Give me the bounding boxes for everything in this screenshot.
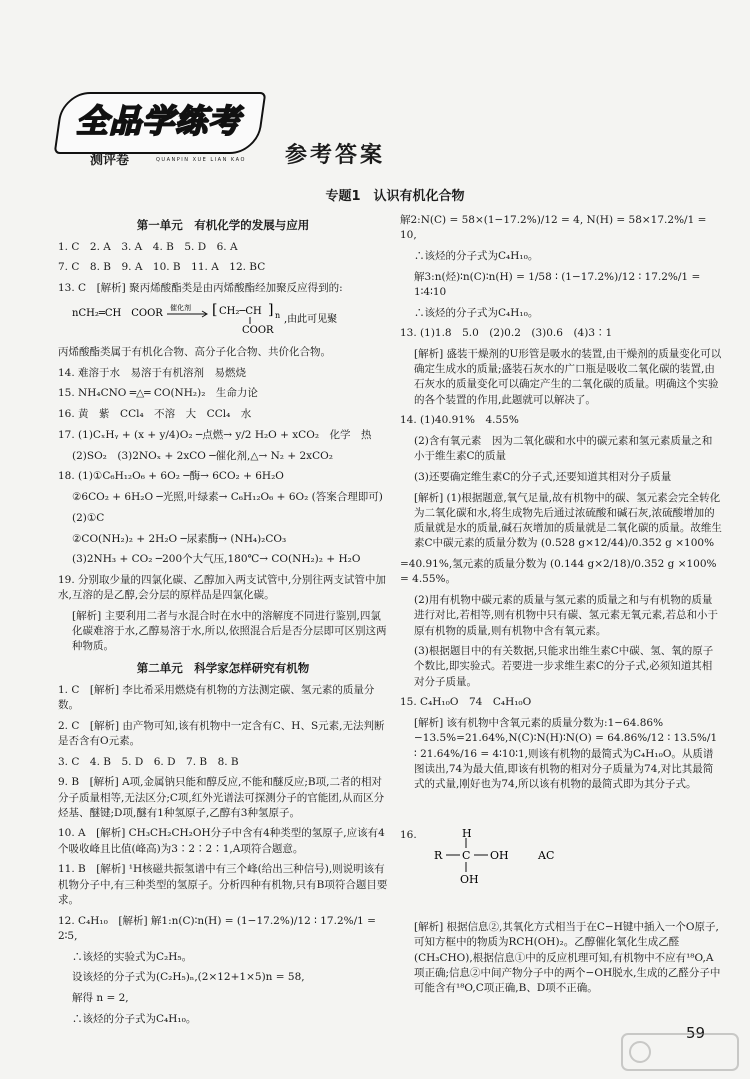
answer-line: 19. 分别取少量的四氯化碳、乙醇加入两支试管中,分别往两支试管中加水,互溶的是乙醇,会分层的原样品是四氯化碳。 <box>58 573 386 602</box>
answer-line: [解析] (1)根据题意,氧气足量,故有机物中的碳、氢元素会完全转化为二氧化碳和水,将生成物先后通过浓硫酸和碱石灰,浓硫酸增加的质量就是水的质量,碱石灰增加的质量就是二氧化碳的质量。故维生素C中碳元素的质量分数为 (0.528 g×12/44)/0.352 g ×100% <box>414 491 722 550</box>
answer-line: 16. 黄 紫 CCl₄ 不溶 大 CCl₄ 水 <box>58 408 252 421</box>
brand-logo <box>58 92 273 170</box>
answer-line: 7. C 8. B 9. A 10. B 11. A 12. BC <box>58 261 266 274</box>
struct-oh-bottom: OH <box>460 873 479 885</box>
q16-structure <box>426 828 596 884</box>
answer-line: ∴该烃的实验式为C₂H₅。 <box>72 950 193 963</box>
q16-answer: AC <box>538 849 555 863</box>
answer-line: 12. C₄H₁₀ [解析] 解1:n(C)∶n(H) = (1−17.2%)/12 ∶ 17.2%/1 = 2∶5, <box>58 914 380 942</box>
answer-line: 解得 n = 2, <box>72 991 129 1004</box>
answer-line: 3. C 4. B 5. D 6. D 7. B 8. B <box>58 755 239 768</box>
answer-line: [解析] 盛装干燥剂的U形管是吸水的装置,由干燥剂的质量变化可以确定生成水的质量;盛装石灰水的广口瓶是吸收二氧化碳的装置,由石灰水的质量变化可以确定产生的二氧化碳的质量。明确这个实验的各个装置的作用,此题就可以解决了。 <box>414 348 722 406</box>
answer-line: [解析] 主要利用二者与水混合时在水中的溶解度不同进行鉴别,四氯化碳难溶于水,乙醇易溶于水,所以,依照混合后是否分层即可区别这两种物质。 <box>72 609 387 653</box>
answer-line: 2. C [解析] 由产物可知,该有机物中一定含有C、H、S元素,无法判断是否含有O元素。 <box>58 719 385 747</box>
equation-suffix: ,由此可见聚 <box>284 313 338 325</box>
struct-oh: OH <box>490 849 509 863</box>
answer-line: ∴该烃的分子式为C₄H₁₀。 <box>72 1012 197 1025</box>
answer-line: (2)①C <box>72 511 105 524</box>
reactant-text: nCH₂═CH COOR <box>72 307 163 319</box>
answer-line: 15. NH₄CNO ═△═ CO(NH₂)₂ 生命力论 <box>58 387 258 400</box>
answer-line: (3)2NH₃ + CO₂ ─200个大气压,180℃→ CO(NH₂)₂ + H₂O <box>72 553 361 566</box>
answer-line: 解2:N(C) = 58×(1−17.2%)/12 = 4, N(H) = 58×17.2%/1 = 10, <box>400 214 710 242</box>
catalyst-label: 催化剂 <box>170 303 191 312</box>
answer-line: 1. C [解析] 李比希采用燃烧有机物的方法测定碳、氢元素的质量分数。 <box>58 683 375 711</box>
q16-number: 16. <box>400 829 417 842</box>
answer-line: 13. (1)1.8 5.0 (2)0.2 (3)0.6 (4)3∶1 <box>400 327 613 340</box>
answer-line: 17. (1)CₓHᵧ + (x + y/4)O₂ ─点燃→ y/2 H₂O + xCO₂ 化学 热 <box>58 428 372 441</box>
answer-line: (2)SO₂ (3)2NOₓ + 2xCO ─催化剂,△→ N₂ + 2xCO₂ <box>72 449 333 462</box>
svg-text:[: [ <box>212 301 218 318</box>
answer-line: 15. C₄H₁₀O 74 C₄H₁₀O <box>400 696 532 709</box>
answer-line: 设该烃的分子式为(C₂H₅)ₙ,(2×12+1×5)n = 58, <box>72 971 305 984</box>
product-group: COOR <box>242 324 274 336</box>
answer-line: 10. A [解析] CH₃CH₂CH₂OH分子中含有4种类型的氢原子,应该有4个吸收峰且比值(峰高)为3∶2∶2∶1,A项符合题意。 <box>58 827 385 855</box>
answer-line: ②6CO₂ + 6H₂O ─光照,叶绿素→ C₆H₁₂O₆ + 6O₂ (答案合理即可) <box>72 491 383 504</box>
answer-line: ②CO(NH₂)₂ + 2H₂O ─尿素酶→ (NH₄)₂CO₃ <box>72 532 287 545</box>
answer-line: 13. C [解析] 聚丙烯酸酯类是由丙烯酸酯经加聚反应得到的: <box>58 282 343 295</box>
struct-r: R <box>434 849 443 863</box>
answer-line: [解析] 该有机物中含氧元素的质量分数为:1−64.86%−13.5%=21.64%,N(C)∶N(H)∶N(O) = 64.86%/12 ∶ 13.5%/1 ∶ 21.64%/16 = 4∶10∶1,则该有机物的最简式为C₄H₁₀O。从质谱图读出,74为最大值,即该有机物的相对分子质量为74,对比其最简式的式量,刚好也为74,所以该有机物的最简式即为其分子式。 <box>414 717 721 790</box>
answer-line: [解析] 根据信息②,其氧化方式相当于在C−H键中插入一个O原子,可知方框中的物质为RCH(OH)₂。乙醇催化氧化生成乙醛(CH₃CHO),根据信息①中的反应机理可知,有机物中不应有¹⁸O,A项正确;信息②中间产物分子中的两个−OH脱水,生成的乙醛分子中可能含有¹⁸O,C项正确,B、D项不正确。 <box>414 921 721 994</box>
answer-line: 丙烯酸酯类属于有机化合物、高分子化合物、共价化合物。 <box>58 346 331 359</box>
answer-line: 11. B [解析] ¹H核磁共振氢谱中有三个峰(给出三种信号),则说明该有机物分子中,有三种类型的氢原子。分析四种有机物,只有B项符合题目要求。 <box>58 863 388 906</box>
answer-line: 14. 难溶于水 易溶于有机溶剂 易燃烧 <box>58 366 247 379</box>
answer-line: 9. B [解析] A项,金属钠只能和醇反应,不能和醚反应;B项,二者的相对分子质量相等,无法区分;C项,红外光谱法可探测分子的官能团,从而区分烃基、醚键;D项,醚有1种氢原子,乙醇有3种氢原子。 <box>58 776 385 819</box>
watermark-icon <box>620 1030 740 1074</box>
product-chain: CH₂─CH <box>219 305 262 317</box>
struct-c: C <box>462 849 471 863</box>
answer-line: (3)根据题目中的有关数据,只能求出维生素C中碳、氢、氧的原子个数比,即实验式。若要进一步求维生素C的分子式,必须知道其相对分子质量。 <box>414 645 714 688</box>
answer-line: 14. (1)40.91% 4.55% <box>400 414 519 427</box>
logo-pinyin: QUANPIN XUE LIAN KAO <box>156 157 246 163</box>
topic-title: 专题1 认识有机化合物 <box>325 189 465 204</box>
section-heading: 第二单元 科学家怎样研究有机物 <box>136 661 310 676</box>
answer-line: (2)用有机物中碳元素的质量与氢元素的质量之和与有机物的质量进行对比,若相等,则有机物中只有碳、氢元素无氧元素,若总和小于原有机物的质量,则有机物中含有氧元素。 <box>414 594 719 637</box>
page-title: 参考答案 <box>285 143 386 168</box>
answer-line: 1. C 2. A 3. A 4. B 5. D 6. A <box>58 240 238 253</box>
q16-line <box>400 798 722 915</box>
logo-subtitle: 测评卷 <box>90 153 130 168</box>
polymer-equation <box>72 302 388 341</box>
struct-h: H <box>462 828 472 841</box>
answer-line: 解3:n(烃)∶n(C)∶n(H) = 1/58 ∶ (1−17.2%)/12 ∶ 17.2%/1 = 1∶4∶10 <box>414 270 704 298</box>
answer-line: 18. (1)①C₆H₁₂O₆ + 6O₂ ─酶→ 6CO₂ + 6H₂O <box>58 470 284 483</box>
left-column <box>58 213 388 1032</box>
answer-line: ∴该烃的分子式为C₄H₁₀。 <box>414 306 539 319</box>
answer-line: (2)含有氧元素 因为二氧化碳和水中的碳元素和氢元素质量之和小于维生素C的质量 <box>414 435 713 463</box>
svg-text:]: ] <box>268 301 274 318</box>
right-column <box>400 213 722 1002</box>
polymer-n: n <box>275 310 281 320</box>
logo-text: 全品学练考 <box>76 102 242 140</box>
page-number: 59 <box>686 1024 706 1042</box>
answer-line: ∴该烃的分子式为C₄H₁₀。 <box>414 249 539 262</box>
answer-line: =40.91%,氢元素的质量分数为 (0.144 g×2/18)/0.352 g ×100% = 4.55%。 <box>400 558 720 586</box>
section-heading: 第一单元 有机化学的发展与应用 <box>136 218 310 232</box>
answer-line: (3)还要确定维生素C的分子式,还要知道其相对分子质量 <box>414 471 672 484</box>
